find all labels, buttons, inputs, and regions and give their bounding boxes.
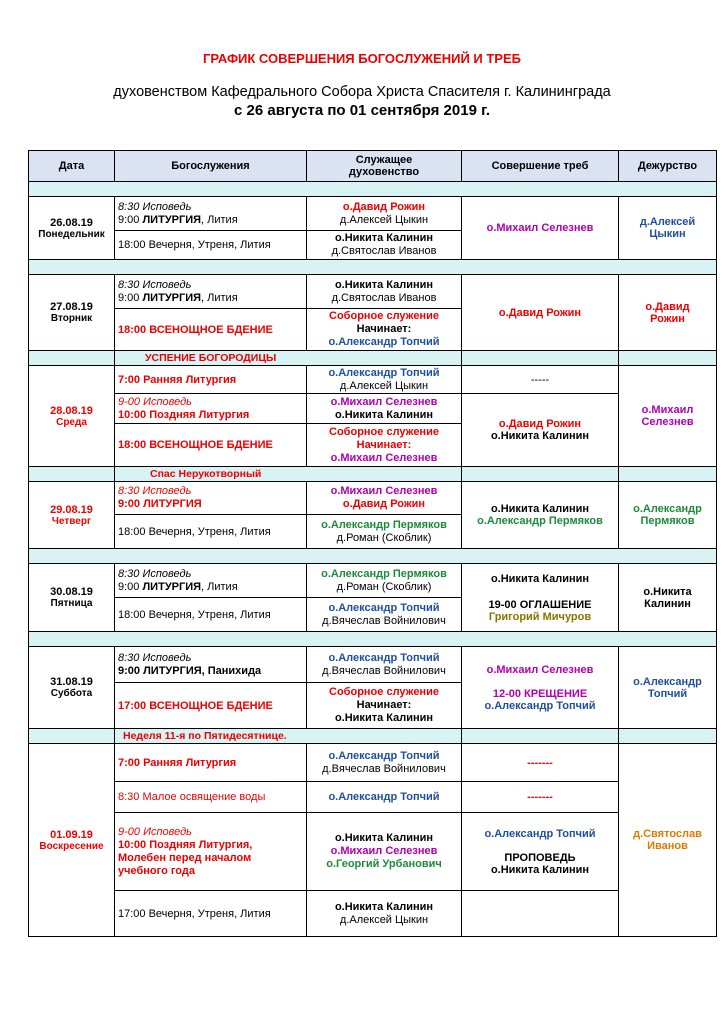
rites-cell: о.Александр Топчий ПРОПОВЕДЬ о.Никита Калинин [462, 813, 619, 891]
service-cell: 18:00 Вечерня, Утреня, Лития [115, 598, 307, 632]
duty-cell: о.Александр Пермяков [619, 482, 717, 549]
table-row [29, 891, 717, 937]
clergy-cell: о.Михаил Селезнев о.Давид Рожин [307, 482, 462, 515]
clergy-cell: о.Давид Рожин д.Алексей Цыкин [307, 197, 462, 231]
feast-row: Спас Нерукотворный [29, 467, 717, 482]
service-cell: 17:00 ВСЕНОЩНОЕ БДЕНИЕ [115, 683, 307, 729]
duty-cell: о.Никита Калинин [619, 564, 717, 632]
table-row [29, 744, 717, 782]
table-row [29, 813, 717, 891]
rites-cell: о.Давид Рожин [462, 275, 619, 351]
service-cell: 18:00 ВСЕНОЩНОЕ БДЕНИЕ [115, 424, 307, 467]
clergy-cell: Соборное служение Начинает: о.Никита Калинин [307, 683, 462, 729]
separator-row [29, 260, 717, 275]
service-cell: 18:00 ВСЕНОЩНОЕ БДЕНИЕ [115, 309, 307, 351]
page-title: ГРАФИК СОВЕРШЕНИЯ БОГОСЛУЖЕНИЙ И ТРЕБ [202, 51, 521, 66]
table-row [29, 366, 717, 394]
duty-cell: д.Алексей Цыкин [619, 197, 717, 260]
duty-cell: о.Александр Топчий [619, 647, 717, 729]
schedule-table [28, 150, 717, 937]
page-subtitle: духовенством Кафедрального Собора Христа Спасителя г. Калининграда [113, 84, 611, 100]
clergy-cell: о.Никита Калинин о.Михаил Селезнев о.Георгий Урбанович [307, 813, 462, 891]
service-cell: 8:30 Исповедь 9:00 ЛИТУРГИЯ, Панихида [115, 647, 307, 683]
rites-cell: о.Давид Рожин о.Никита Калинин [462, 394, 619, 467]
rites-cell: о.Михаил Селезнев 12-00 КРЕЩЕНИЕ о.Александр Топчий [462, 647, 619, 729]
clergy-cell: о.Никита Калинин д.Алексей Цыкин [307, 891, 462, 937]
rites-cell: ------- [462, 744, 619, 782]
col-services: Богослужения [115, 151, 307, 182]
service-cell: 8:30 Исповедь 9:00 ЛИТУРГИЯ, Лития [115, 275, 307, 309]
clergy-cell: о.Александр Топчий [307, 782, 462, 813]
separator-row [29, 632, 717, 647]
service-cell: 9-00 Исповедь 10:00 Поздняя Литургия, Молебен перед началом учебного года [115, 813, 307, 891]
day-cell: 31.08.19 Суббота [29, 647, 115, 729]
table-row [29, 564, 717, 598]
clergy-cell: о.Александр Топчий д.Вячеслав Войнилович [307, 647, 462, 683]
duty-cell: д.Святослав Иванов [619, 744, 717, 937]
table-row [29, 394, 717, 424]
separator-row [29, 549, 717, 564]
clergy-cell: о.Михаил Селезнев о.Никита Калинин [307, 394, 462, 424]
rites-cell [462, 891, 619, 937]
clergy-cell: о.Александр Топчий д.Вячеслав Войнилович [307, 598, 462, 632]
service-cell: 8:30 Исповедь 9:00 ЛИТУРГИЯ, Лития [115, 197, 307, 231]
service-cell: 7:00 Ранняя Литургия [115, 366, 307, 394]
service-cell: 7:00 Ранняя Литургия [115, 744, 307, 782]
table-row [29, 482, 717, 515]
day-cell: 28.08.19 Среда [29, 366, 115, 467]
table-row [29, 782, 717, 813]
col-rites: Совершение треб [462, 151, 619, 182]
day-cell: 29.08.19 Четверг [29, 482, 115, 549]
day-cell: 27.08.19 Вторник [29, 275, 115, 351]
clergy-cell: о.Александр Топчий д.Вячеслав Войнилович [307, 744, 462, 782]
table-row [29, 275, 717, 309]
rites-cell: о.Никита Калинин 19-00 ОГЛАШЕНИЕ Григорий Мичуров [462, 564, 619, 632]
service-cell: 9-00 Исповедь 10:00 Поздняя Литургия [115, 394, 307, 424]
col-date: Дата [29, 151, 115, 182]
header-row [29, 151, 717, 182]
day-cell: 01.09.19 Воскресение [29, 744, 115, 937]
clergy-cell: Соборное служение Начинает: о.Михаил Селезнев [307, 424, 462, 467]
day-cell: 30.08.19 Пятница [29, 564, 115, 632]
col-clergy: Служащее духовенство [307, 151, 462, 182]
clergy-cell: о.Александр Пермяков д.Роман (Скоблик) [307, 564, 462, 598]
table-row [29, 197, 717, 231]
clergy-cell: о.Александр Пермяков д.Роман (Скоблик) [307, 515, 462, 549]
col-duty: Дежурство [619, 151, 717, 182]
service-cell: 8:30 Исповедь 9:00 ЛИТУРГИЯ [115, 482, 307, 515]
duty-cell: о.Михаил Селезнев [619, 366, 717, 467]
service-cell: 8:30 Исповедь 9:00 ЛИТУРГИЯ, Лития [115, 564, 307, 598]
feast-row: Неделя 11-я по Пятидесятнице. [29, 729, 717, 744]
date-range: с 26 августа по 01 сентября 2019 г. [233, 102, 491, 119]
clergy-cell: о.Никита Калинин д.Святослав Иванов [307, 231, 462, 260]
service-cell: 17:00 Вечерня, Утреня, Лития [115, 891, 307, 937]
service-cell: 18:00 Вечерня, Утреня, Лития [115, 231, 307, 260]
rites-cell: ------- [462, 782, 619, 813]
table-row [29, 647, 717, 683]
feast-row: УСПЕНИЕ БОГОРОДИЦЫ [29, 351, 717, 366]
service-cell: 18:00 Вечерня, Утреня, Лития [115, 515, 307, 549]
clergy-cell: о.Никита Калинин д.Святослав Иванов [307, 275, 462, 309]
day-cell: 26.08.19 Понедельник [29, 197, 115, 260]
duty-cell: о.Давид Рожин [619, 275, 717, 351]
clergy-cell: Соборное служение Начинает: о.Александр Топчий [307, 309, 462, 351]
rites-cell: о.Михаил Селезнев [462, 197, 619, 260]
rites-cell: о.Никита Калинин о.Александр Пермяков [462, 482, 619, 549]
separator-row [29, 182, 717, 197]
service-cell: 8:30 Малое освящение воды [115, 782, 307, 813]
rites-cell: ----- [462, 366, 619, 394]
clergy-cell: о.Александр Топчий д.Алексей Цыкин [307, 366, 462, 394]
